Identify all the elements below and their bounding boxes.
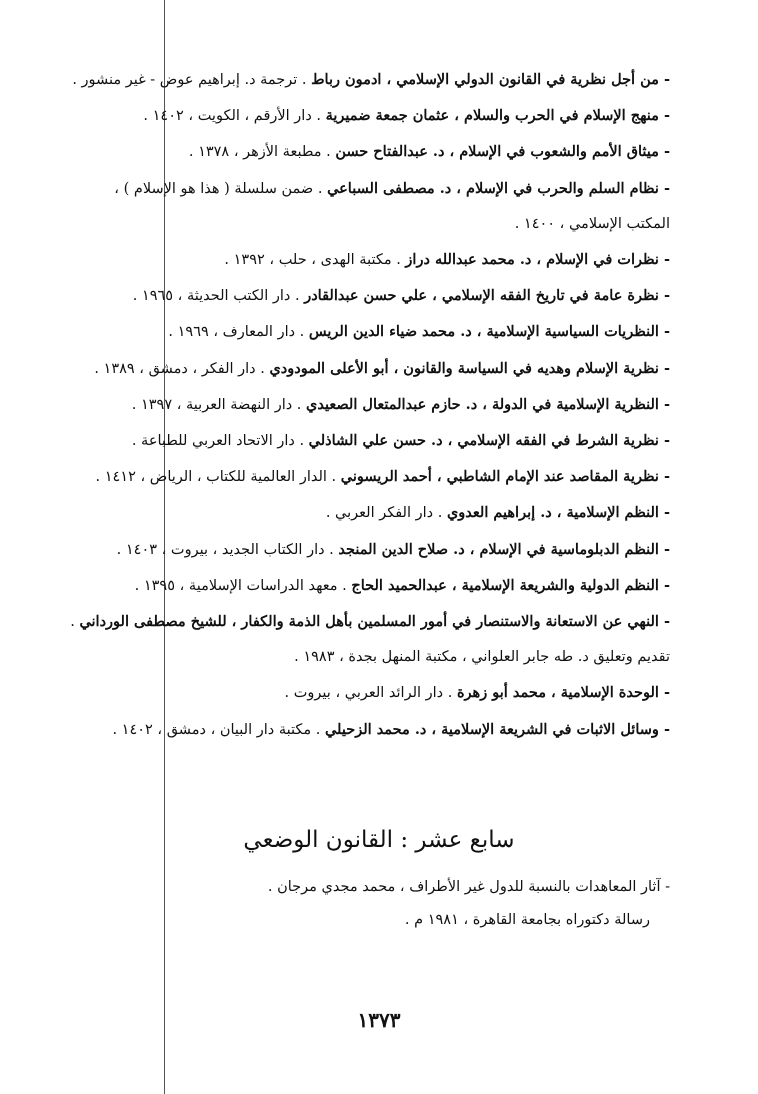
reference-details: . دار الكتب الحديثة ، ١٩٦٥ . xyxy=(132,288,305,305)
final-reference-title: - آثار المعاهدات بالنسبة للدول غير الأطراف ، محمد مجدي مرجان . xyxy=(267,879,670,895)
reference-title: النظم الإسلامية ، د. إبراهيم العدوي xyxy=(446,504,659,522)
reference-title: نظرة عامة في تاريخ الفقه الإسلامي ، علي حسن عبدالقادر xyxy=(304,287,659,305)
final-reference-title-text: آثار المعاهدات بالنسبة للدول غير الأطراف ، محمد مجدي مرجان . xyxy=(267,879,661,895)
reference-entry: - نظرية الإسلام وهديه في السياسة والقانون ، أبو الأعلى المودودي . دار الفكر ، دمشق ، ١٣٨٩ . xyxy=(94,359,670,377)
reference-details: . مكتبة الهدى ، حلب ، ١٣٩٢ . xyxy=(224,252,406,269)
reference-entry: - النظم الدولية والشريعة الإسلامية ، عبدالحميد الحاج . معهد الدراسات الإسلامية ، ١٣٩٥ . xyxy=(134,576,670,594)
reference-title: من أجل نظرية في القانون الدولي الإسلامي ، ادمون رباط xyxy=(311,71,659,88)
reference-entry: - نظرية المقاصد عند الإمام الشاطبي ، أحمد الريسوني . الدار العالمية للكتاب ، الرياض ، ١٤١٢ . xyxy=(95,468,670,486)
reference-entry: - نظرة عامة في تاريخ الفقه الإسلامي ، علي حسن عبدالقادر . دار الكتب الحديثة ، ١٩٦٥ . xyxy=(132,287,670,305)
reference-title: منهج الإسلام في الحرب والسلام ، عثمان جمعة ضميرية xyxy=(325,107,659,125)
reference-title: نظرات في الإسلام ، د. محمد عبدالله دراز xyxy=(405,251,659,269)
reference-details: . دار الرائد العربي ، بيروت . xyxy=(284,685,457,702)
reference-title: نظرية المقاصد عند الإمام الشاطبي ، أحمد الريسوني xyxy=(340,468,659,486)
reference-title: النظرية الإسلامية في الدولة ، د. حازم عبدالمتعال الصعيدي xyxy=(306,395,659,413)
reference-entry: - وسائل الاثبات في الشريعة الإسلامية ، د. محمد الزحيلي . مكتبة دار البيان ، دمشق ، ١٤٠٢ . xyxy=(112,720,670,738)
reference-entry: - نظرات في الإسلام ، د. محمد عبدالله دراز . مكتبة الهدى ، حلب ، ١٣٩٢ . xyxy=(224,251,670,269)
reference-details: . دار الفكر ، دمشق ، ١٣٨٩ . xyxy=(94,360,270,377)
reference-entry: - النظرية الإسلامية في الدولة ، د. حازم عبدالمتعال الصعيدي . دار النهضة العربية ، ١٣٩٧ . xyxy=(131,395,670,413)
reference-details: . تقديم وتعليق د. طه جابر العلواني ، مكتبة المنهل بجدة ، ١٩٨٣ . xyxy=(70,614,670,666)
reference-title: نظرية الإسلام وهديه في السياسة والقانون ، أبو الأعلى المودودي xyxy=(269,359,659,377)
reference-title: وسائل الاثبات في الشريعة الإسلامية ، د. محمد الزحيلي xyxy=(324,720,659,738)
reference-details: . دار المعارف ، ١٩٦٩ . xyxy=(168,324,309,341)
final-reference-entry xyxy=(70,872,670,938)
reference-details: . معهد الدراسات الإسلامية ، ١٣٩٥ . xyxy=(134,577,352,594)
reference-details: . دار النهضة العربية ، ١٣٩٧ . xyxy=(131,396,307,413)
reference-details: . دار الاتحاد العربي للطباعة . xyxy=(131,433,309,450)
page-number: ١٣٧٣ xyxy=(357,1008,401,1032)
reference-title: النظريات السياسية الإسلامية ، د. محمد ضياء الدين الريس xyxy=(308,323,659,341)
reference-entry: - منهج الإسلام في الحرب والسلام ، عثمان جمعة ضميرية . دار الأرقم ، الكويت ، ١٤٠٢ . xyxy=(143,107,670,125)
reference-entry: - النظم الدبلوماسية في الإسلام ، د. صلاح الدين المنجد . دار الكتاب الجديد ، بيروت ، ١٤٠٣ . xyxy=(116,540,670,558)
reference-details: . ترجمة د. إبراهيم عوض - غير منشور . xyxy=(72,72,312,88)
reference-title: النظم الدولية والشريعة الإسلامية ، عبدالحميد الحاج xyxy=(351,576,659,594)
reference-details: . دار الأرقم ، الكويت ، ١٤٠٢ . xyxy=(143,108,326,125)
reference-title: النهي عن الاستعانة والاستنصار في أمور المسلمين بأهل الذمة والكفار ، للشيخ مصطفى الورداني xyxy=(79,613,659,631)
reference-entry: - النظريات السياسية الإسلامية ، د. محمد ضياء الدين الريس . دار المعارف ، ١٩٦٩ . xyxy=(168,323,670,341)
reference-entry: - من أجل نظرية في القانون الدولي الإسلامي ، ادمون رباط . ترجمة د. إبراهيم عوض - غير منشور . xyxy=(72,71,670,88)
reference-entry: - النظم الإسلامية ، د. إبراهيم العدوي . دار الفكر العربي . xyxy=(325,504,670,522)
reference-details: . دار الكتاب الجديد ، بيروت ، ١٤٠٣ . xyxy=(116,541,339,558)
reference-title: ميثاق الأمم والشعوب في الإسلام ، د. عبدالفتاح حسن xyxy=(335,143,659,161)
reference-details: . مطبعة الأزهر ، ١٣٧٨ . xyxy=(188,144,336,161)
reference-details: . ضمن سلسلة ( هذا هو الإسلام ) ، المكتب الإسلامي ، ١٤٠٠ . xyxy=(114,180,670,232)
reference-entry: - الوحدة الإسلامية ، محمد أبو زهرة . دار الرائد العربي ، بيروت . xyxy=(284,684,670,702)
final-reference-details: رسالة دكتوراه بجامعة القاهرة ، ١٩٨١ م . xyxy=(404,912,650,928)
reference-entry: - النهي عن الاستعانة والاستنصار في أمور المسلمين بأهل الذمة والكفار ، للشيخ مصطفى الورداني . تقديم وتعليق د. طه جابر العلواني ، مكتبة المنهل بجدة ، ١٩٨٣ . xyxy=(70,613,670,666)
reference-title: النظم الدبلوماسية في الإسلام ، د. صلاح الدين المنجد xyxy=(338,540,659,558)
section-heading: سابع عشر : القانون الوضعي xyxy=(243,827,515,854)
reference-entry: - نظام السلم والحرب في الإسلام ، د. مصطفى السباعي . ضمن سلسلة ( هذا هو الإسلام ) ، المكتب الإسلامي ، ١٤٠٠ . xyxy=(114,179,670,232)
reference-entry: - نظرية الشرط في الفقه الإسلامي ، د. حسن علي الشاذلي . دار الاتحاد العربي للطباعة . xyxy=(131,432,670,450)
reference-title: الوحدة الإسلامية ، محمد أبو زهرة xyxy=(456,684,659,702)
reference-details: . دار الفكر العربي . xyxy=(325,505,447,522)
reference-details: . مكتبة دار البيان ، دمشق ، ١٤٠٢ . xyxy=(112,721,325,738)
reference-title: نظرية الشرط في الفقه الإسلامي ، د. حسن علي الشاذلي xyxy=(308,432,659,450)
reference-title: نظام السلم والحرب في الإسلام ، د. مصطفى السباعي xyxy=(327,179,659,197)
reference-entry: - ميثاق الأمم والشعوب في الإسلام ، د. عبدالفتاح حسن . مطبعة الأزهر ، ١٣٧٨ . xyxy=(188,143,670,161)
references-list xyxy=(70,62,670,748)
reference-details: . الدار العالمية للكتاب ، الرياض ، ١٤١٢ . xyxy=(95,469,341,486)
